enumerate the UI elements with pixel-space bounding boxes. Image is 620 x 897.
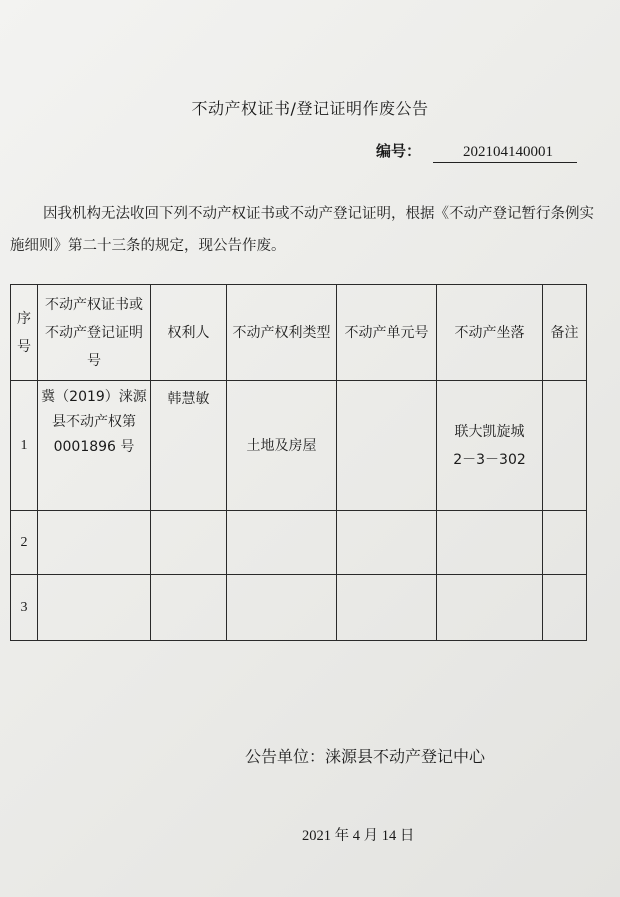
cell-location <box>437 381 543 511</box>
cell-remark <box>543 511 587 575</box>
cell-cert: 冀（2019）涞源县不动产权第0001896 号 <box>38 381 151 511</box>
cell-cert <box>38 575 151 641</box>
cell-seq: 1 <box>11 381 38 511</box>
cell-holder <box>151 511 227 575</box>
cell-unit <box>337 575 437 641</box>
header-remark: 备注 <box>543 285 587 381</box>
cell-holder: 韩慧敏 <box>151 381 227 511</box>
table-header-row <box>11 285 587 381</box>
intro-paragraph: 因我机构无法收回下列不动产权证书或不动产登记证明，根据《不动产登记暂行条例实施细则》第二十三条的规定，现公告作废。 <box>10 206 594 254</box>
document-title: 不动产权证书/登记证明作废公告 <box>191 99 429 118</box>
table-row <box>11 381 587 511</box>
issue-date: 2021 年 4 月 14 日 <box>302 828 415 844</box>
header-cert: 不动产权证书或不动产登记证明号 <box>38 285 151 381</box>
cell-right-type: 土地及房屋 <box>227 381 337 511</box>
header-unit: 不动产单元号 <box>337 285 437 381</box>
issuer-line: 公告单位：涞源县不动产登记中心 <box>245 747 486 766</box>
cell-cert <box>38 511 151 575</box>
void-certificate-table <box>10 284 587 641</box>
location-line-1: 联大凯旋城 <box>454 423 525 440</box>
cell-location <box>437 575 543 641</box>
cell-location <box>437 511 543 575</box>
cell-unit <box>337 381 437 511</box>
cell-holder <box>151 575 227 641</box>
header-holder: 权利人 <box>151 285 227 381</box>
header-right-type: 不动产权利类型 <box>227 285 337 381</box>
cell-seq: 3 <box>11 575 38 641</box>
cell-unit <box>337 511 437 575</box>
cell-remark <box>543 575 587 641</box>
cell-remark <box>543 381 587 511</box>
header-location: 不动产坐落 <box>437 285 543 381</box>
cell-right-type <box>227 575 337 641</box>
table-row <box>11 575 587 641</box>
header-seq: 序号 <box>11 285 38 381</box>
cell-right-type <box>227 511 337 575</box>
number-value: 202104140001 <box>433 144 577 163</box>
location-line-2: 2－3－302 <box>453 451 526 468</box>
number-label: 编号： <box>376 142 422 160</box>
table-row <box>11 511 587 575</box>
cell-seq: 2 <box>11 511 38 575</box>
document-number <box>376 140 577 163</box>
